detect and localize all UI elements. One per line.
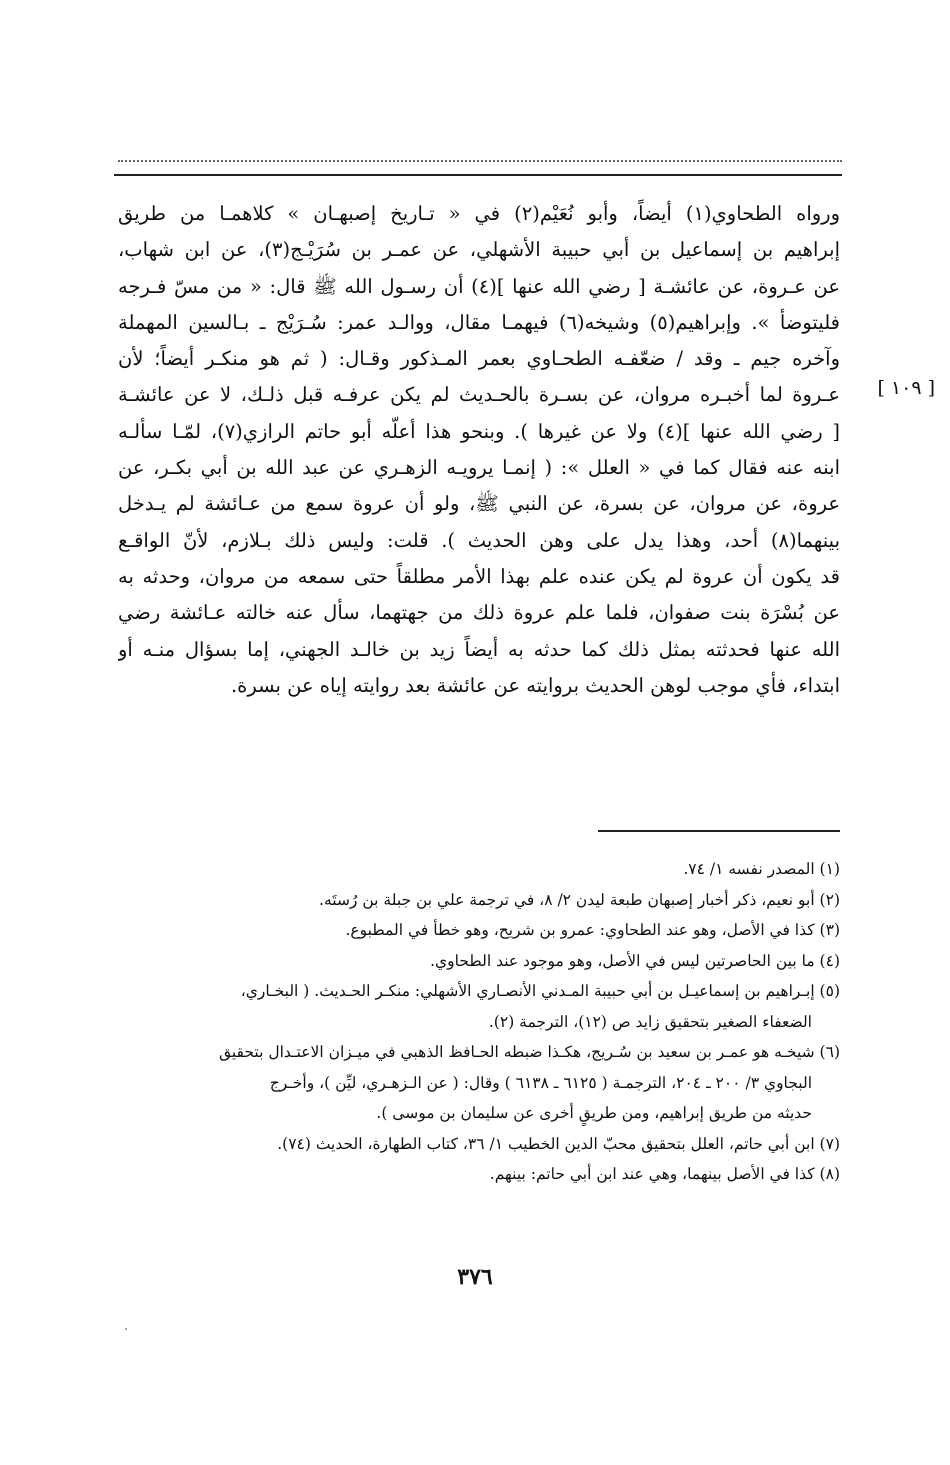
body-line: عروة، عن مروان، عن بسرة، عن النبي ﷺ، ولو أن عروة سمع من عـائشة لم يـدخل xyxy=(118,492,840,516)
footnote-line: (٣) كذا في الأصل، وهو عند الطحاوي: عمرو بن شريح، وهو خطأ في المطبوع. xyxy=(345,921,840,939)
footnote-line: الضعفاء الصغير بتحقيق زايد ص (١٢)، الترجمة (٢). xyxy=(488,1012,812,1031)
body-line: عن بُسْرَة بنت صفوان، فلما علم عروة ذلك من جهتهما، سأل عنه خالته عـائشة رضي xyxy=(118,601,840,625)
body-line: إبراهيم بن إسماعيل بن أبي حبيبة الأشهلي، عن عمـر بن سُرَيْـج(٣)، عن ابن شهاب، xyxy=(118,238,840,262)
footnote-line: حديثه من طريق إبراهيم، ومن طريقٍ أخرى عن سليمان بن موسى ). xyxy=(376,1104,812,1122)
margin-page-reference: [ ١٠٩ ] xyxy=(877,377,935,399)
footnote-line: (١) المصدر نفسه ١/ ٧٤. xyxy=(683,860,840,878)
body-line: عن عـروة، عن عائشـة [ رضي الله عنها ](٤) أن رسـول الله ﷺ قال: « من مسّ فـرجه xyxy=(118,274,840,298)
scan-speck xyxy=(125,1328,127,1330)
body-line: [ رضي الله عنها ](٤) ولا عن غيرها ). وبنحو هذا أعلّه أبو حاتم الرازي(٧)، لمّـا سألـه xyxy=(118,419,840,443)
header-solid-rule xyxy=(114,174,842,176)
footnote-line: (٦) شيخـه هو عمـر بن سعيد بن سُـريج، هكـذا ضبطه الحـافظ الذهبي في ميـزان الاعتـدال بتحقيق xyxy=(218,1043,840,1061)
header-dotted-rule xyxy=(118,160,842,162)
footnotes xyxy=(118,854,840,1190)
body-line: ابتداء، فأي موجب لوهن الحديث بروايته عن عائشة بعد روايته إياه عن بسرة. xyxy=(230,673,840,697)
footnote-line: (٨) كذا في الأصل بينهما، وهي عند ابن أبي حاتم: بينهم. xyxy=(489,1165,840,1183)
footnote-line: البجاوي ٣/ ٢٠٠ ـ ٢٠٤، الترجمـة ( ٦١٢٥ ـ ٦١٣٨ ) وقال: ( عن الـزهـري، ليِّن )، وأخـرج xyxy=(269,1073,812,1092)
footnote-line: (٥) إبـراهيم بن إسماعيـل بن أبي حبيبة المـدني الأنصـاري الأشهلي: منكـر الحـديث. ( البخـاري، xyxy=(240,982,840,1000)
footnote-separator xyxy=(598,830,840,832)
body-line: قد يكون أن عروة لم يكن عنده علم بهذا الأمر مطلقاً حتى سمعه من مروان، وحدثه به xyxy=(118,564,840,588)
footnote-line: (٧) ابن أبي حاتم، العلل بتحقيق محبّ الدين الخطيب ١/ ٣٦، كتاب الطهارة، الحديث (٧٤). xyxy=(277,1134,840,1153)
body-line: وآخره جيم ـ وقد / ضعّفـه الطحـاوي بعمر المـذكور وقـال: ( ثم هو منكـر أيضاً؛ لأن xyxy=(118,347,840,371)
footnote-line: (٤) ما بين الحاصرتين ليس في الأصل، وهو موجود عند الطحاوي. xyxy=(430,951,840,970)
body-line: بينهما(٨) أحد، وهذا يدل على وهن الحديث ). قلت: وليس ذلك بـلازم، لأنّ الواقـع xyxy=(118,528,840,552)
footnote-line: (٢) أبو نعيم، ذكر أخبار إصبهان طبعة ليدن ٢/ ٨، في ترجمة علي بن جبلة بن رُستَه. xyxy=(319,890,840,909)
body-line: ورواه الطحاوي(١) أيضاً، وأبو نُعَيْم(٢) في « تـاريخ إصبهـان » كلاهمـا من طريق xyxy=(118,202,840,225)
body-line: فليتوضأ ». وإبراهيم(٥) وشيخه(٦) فيهمـا مقال، ووالـد عمر: سُـرَيْج ـ بـالسين المهملة xyxy=(118,310,840,334)
body-line: ابنه عنه فقال كما في « العلل »: ( إنمـا يرويـه الزهـري عن عبد الله بن أبي بكـر، عن xyxy=(118,456,840,480)
body-line: الله عنها فحدثته بمثل ذلك كما حدثه به أيضاً زيد بن خالـد الجهني، إما بسؤال منـه أو xyxy=(118,637,840,661)
main-body-text xyxy=(118,196,840,704)
page-number: ٣٧٦ xyxy=(457,1264,493,1290)
body-line: عـروة لما أخبـره مروان، عن بسـرة بالحـديث لم يكن عرفـه قبل ذلـك، لا عن عائشـة xyxy=(118,383,840,407)
